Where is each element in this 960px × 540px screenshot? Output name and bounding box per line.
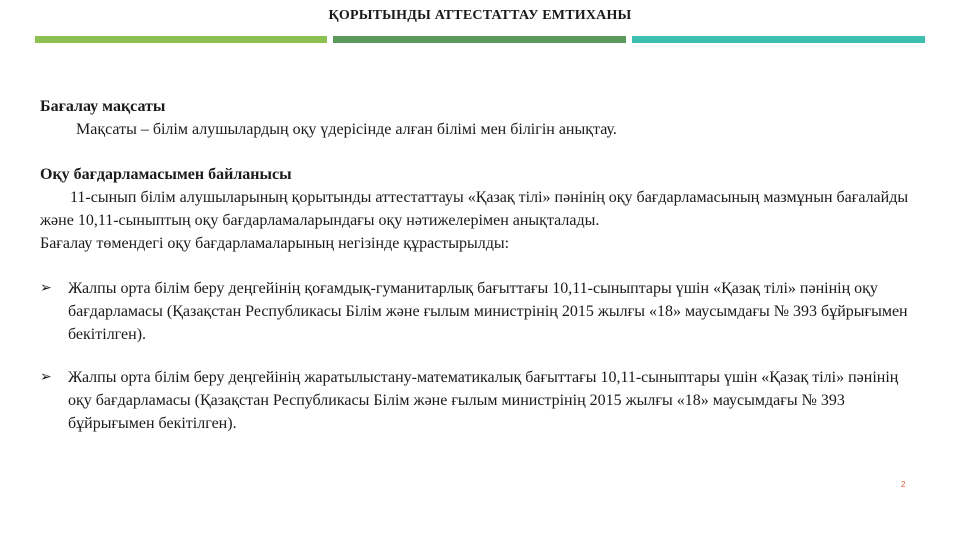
program-text: 11-сынып білім алушыларының қорытынды аттестаттауы «Қазақ тілі» пәнінің оқу бағдарламасының мазмұнын бағалайды және 10,11-сыныптың оқу бағдарламаларындағы оқу нәтижелерімен анықталады. [40,189,909,229]
header-bar-teal [632,36,925,43]
bullet-item-1 [40,277,920,346]
goal-text: Мақсаты – білім алушылардың оқу үдерісінде алған білімі мен білігін анықтау. [76,121,617,138]
bullet-text-1: Жалпы орта білім беру деңгейінің қоғамдық-гуманитарлық бағыттағы 10,11-сыныптары үшін «Қазақ тілі» пәнінің оқу бағдарламасы (Қазақстан Республикасы Білім және ғылым министрінің 2015 жылғы «18» маусымдағы № 393 бұйрығымен бекітілген). [68,280,908,343]
arrow-bullet-icon: ➢ [40,369,52,385]
slide-title: ҚОРЫТЫНДЫ АТТЕСТАТТАУ ЕМТИХАНЫ [328,8,632,23]
basis-text: Бағалау төмендегі оқу бағдарламаларының негізінде құрастырылды: [40,235,510,252]
goal-heading: Бағалау мақсаты [40,98,166,115]
page-number: 2 [901,480,906,489]
header-color-bars [35,36,925,43]
program-heading: Оқу бағдарламасымен байланысы [40,166,292,183]
bullet-item-2 [40,366,920,435]
arrow-bullet-icon: ➢ [40,280,52,296]
header-bar-dark-green [333,36,626,43]
bullet-text-2: Жалпы орта білім беру деңгейінің жаратылыстану-математикалық бағыттағы 10,11-сыныптары үшін «Қазақ тілі» пәнінің оқу бағдарламасы (Қазақстан Республикасы Білім және ғылым министрінің 2015 жылғы «18» маусымдағы № 393 бұйрығымен бекітілген). [68,369,899,432]
header-bar-green [35,36,327,43]
slide-content [40,95,920,435]
